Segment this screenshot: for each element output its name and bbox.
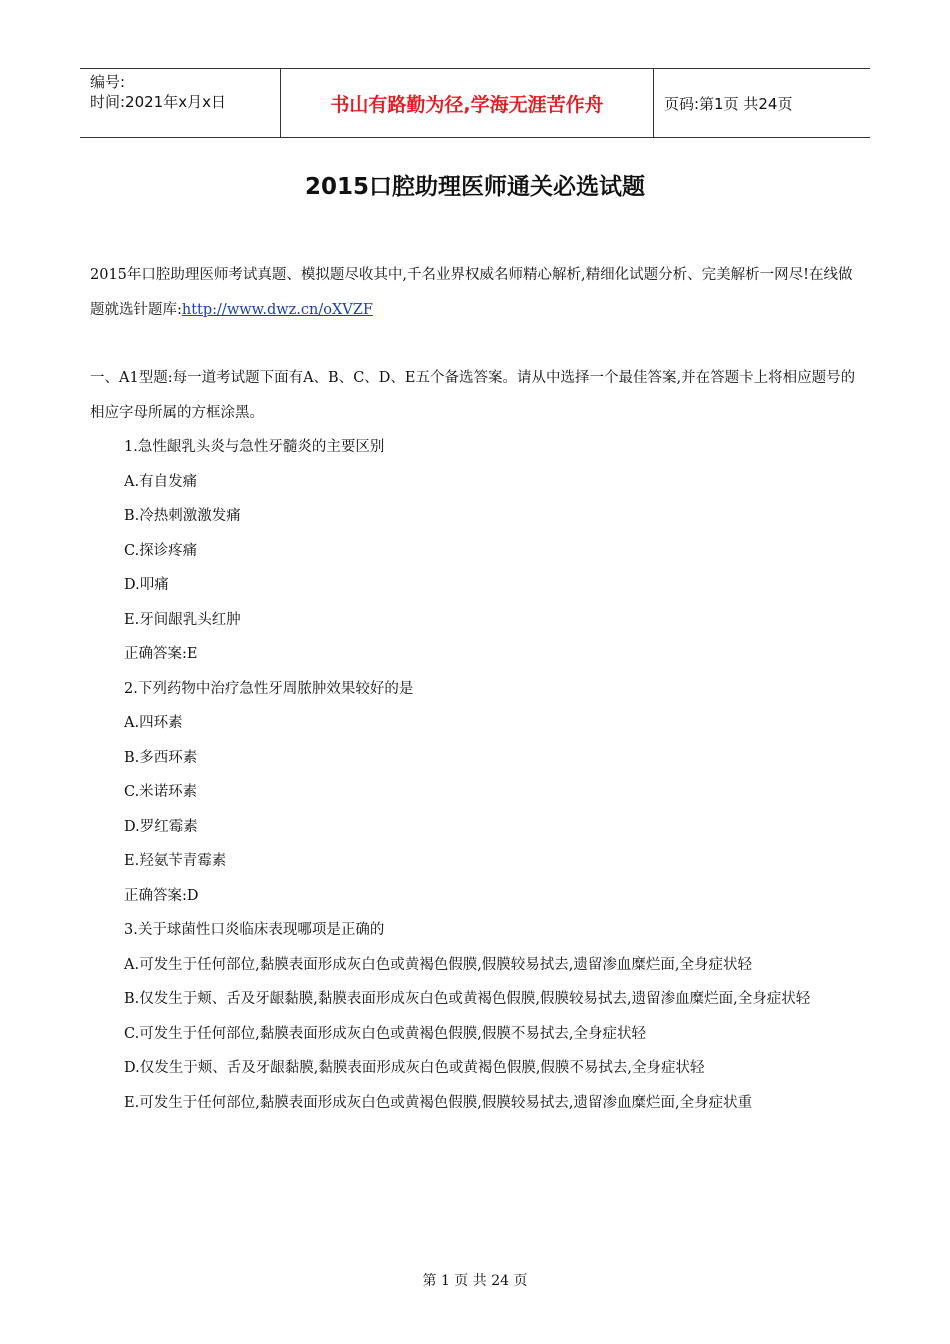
- option: E.可发生于任何部位,黏膜表面形成灰白色或黄褐色假膜,假膜较易拭去,遗留渗血糜烂面,全身症状重: [124, 1094, 753, 1111]
- option: B.冷热刺激激发痛: [124, 508, 241, 524]
- question-2: 2.下列药物中治疗急性牙周脓肿效果较好的是: [124, 680, 414, 697]
- header-meta-cell: [80, 69, 281, 137]
- document-title: 2015口腔助理医师通关必选试题: [304, 174, 645, 200]
- option: D.叩痛: [124, 577, 169, 593]
- question-1: 1.急性龈乳头炎与急性牙髓炎的主要区别: [124, 439, 385, 455]
- answer: 正确答案:D: [124, 887, 199, 904]
- option: C.探诊疼痛: [124, 542, 198, 559]
- answer: 正确答案:E: [124, 646, 198, 662]
- option: B.多西环素: [124, 749, 198, 766]
- intro-paragraph: [90, 258, 860, 327]
- header-page-info: 页码:第1页 共24页: [664, 94, 793, 113]
- section-heading: 一、A1型题:每一道考试题下面有A、B、C、D、E五个备选答案。请从中选择一个最佳答案,并在答题卡上将相应题号的相应字母所属的方框涂黑。: [90, 370, 856, 421]
- option: E.羟氨苄青霉素: [124, 853, 227, 869]
- option: B.仅发生于颊、舌及牙龈黏膜,黏膜表面形成灰白色或黄褐色假膜,假膜较易拭去,遗留渗血糜烂面,全身症状轻: [124, 991, 811, 1007]
- document-header: [80, 68, 870, 138]
- option: C.可发生于任何部位,黏膜表面形成灰白色或黄褐色假膜,假膜不易拭去,全身症状轻: [124, 1025, 647, 1042]
- question-3: 3.关于球菌性口炎临床表现哪项是正确的: [124, 922, 385, 938]
- document-body: [90, 258, 860, 1120]
- option: E.牙间龈乳头红肿: [124, 611, 241, 628]
- option: C.米诺环素: [124, 784, 198, 800]
- option: A.有自发痛: [124, 473, 198, 490]
- option: D.仅发生于颊、舌及牙龈黏膜,黏膜表面形成灰白色或黄褐色假膜,假膜不易拭去,全身症状轻: [124, 1060, 705, 1076]
- header-motto: 书山有路勤为径,学海无涯苦作舟: [281, 69, 654, 137]
- option: D.罗红霉素: [124, 818, 198, 835]
- number-label: 编号:: [90, 73, 126, 91]
- intro-text: 2015年口腔助理医师考试真题、模拟题尽收其中,千名业界权威名师精心解析,精细化试题分析、完美解析一网尽!在线做题就选针题库:: [90, 267, 853, 318]
- option: A.四环素: [124, 715, 183, 731]
- time-label: 时间:2021年x月x日: [90, 93, 226, 111]
- option: A.可发生于任何部位,黏膜表面形成灰白色或黄褐色假膜,假膜较易拭去,遗留渗血糜烂面,全身症状轻: [124, 956, 753, 973]
- page-footer: 第 1 页 共 24 页: [422, 1273, 528, 1289]
- spacer: [90, 327, 860, 361]
- question-bank-link[interactable]: http://www.dwz.cn/oXVZF: [181, 301, 373, 318]
